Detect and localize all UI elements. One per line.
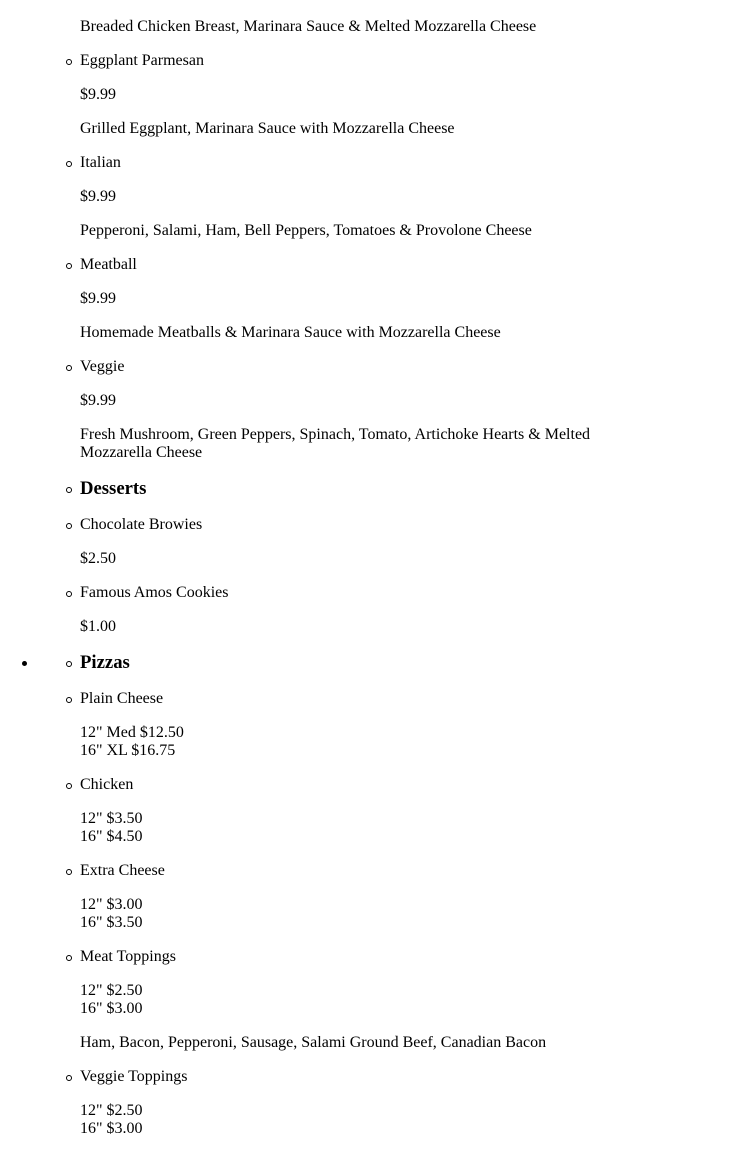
list-bullet-icon [66,263,72,269]
list-bullet-icon [66,365,72,371]
item-prices [80,1102,640,1138]
menu-item-meat-toppings [80,948,754,1052]
item-name: Veggie Toppings [80,1068,188,1085]
item-description: Pepperoni, Salami, Ham, Bell Peppers, Tomatoes & Provolone Cheese [80,222,532,239]
menu-item-eggplant-parmesan [80,52,754,138]
item-price: $1.00 [80,618,116,635]
pizzas-top-level-item [0,652,754,1138]
list-bullet-icon [66,697,72,703]
price-line: 16" $3.50 [80,914,143,931]
price-line: 12" $2.50 [80,1102,143,1119]
item-name: Plain Cheese [80,690,164,707]
item-price: $2.50 [80,550,116,567]
section-title: Desserts [80,478,147,499]
menu-item-chocolate-brownies [80,516,754,568]
item-description: Grilled Eggplant, Marinara Sauce with Mozzarella Cheese [80,120,455,137]
item-description: Homemade Meatballs & Marinara Sauce with Mozzarella Cheese [80,324,501,341]
list-bullet-icon [66,783,72,789]
section-title: Pizzas [80,652,130,673]
item-price [80,0,640,2]
item-name: Meatball [80,256,137,273]
section-heading [80,652,754,674]
list-bullet-icon [66,869,72,875]
menu-item-italian [80,154,754,240]
price-line: 12" $3.00 [80,896,143,913]
list-bullet-icon [66,487,72,493]
item-name: Chicken [80,776,134,793]
item-price: $9.99 [80,86,116,103]
price-line: 16" XL $16.75 [80,742,176,759]
item-name: Meat Toppings [80,948,176,965]
item-price: $9.99 [80,290,116,307]
item-name: Chocolate Browies [80,516,203,533]
list-bullet-icon [66,523,72,529]
list-bullet-icon [66,59,72,65]
section-heading [80,478,754,500]
item-description: Ham, Bacon, Pepperoni, Sausage, Salami Ground Beef, Canadian Bacon [80,1034,547,1051]
menu-item-veggie [80,358,754,462]
item-prices [80,724,640,760]
item-prices [80,982,640,1018]
item-price: $9.99 [80,188,116,205]
list-bullet-icon [66,1075,72,1081]
item-name: Extra Cheese [80,862,165,879]
list-bullet-icon [66,661,72,667]
price-line: 16" $4.50 [80,828,143,845]
top-level-bullet-icon [22,661,27,666]
item-description: Breaded Chicken Breast, Marinara Sauce & Melted Mozzarella Cheese [80,18,537,35]
item-name: Eggplant Parmesan [80,52,204,69]
price-line: 12" $3.50 [80,810,143,827]
price-line: 16" $3.00 [80,1120,143,1137]
menu-item-meatball [80,256,754,342]
desserts-section [40,478,754,636]
list-bullet-icon [66,161,72,167]
price-line: 16" $3.00 [80,1000,143,1017]
list-bullet-icon [66,955,72,961]
item-name: Famous Amos Cookies [80,584,229,601]
item-price: $9.99 [80,392,116,409]
pizzas-section [40,652,754,1138]
sandwiches-list [40,0,754,462]
list-bullet-icon [66,591,72,597]
menu-item-extra-cheese [80,862,754,932]
menu-item-chicken-parmesan [80,0,754,36]
menu-item-chicken [80,776,754,846]
item-name: Veggie [80,358,125,375]
item-description: Fresh Mushroom, Green Peppers, Spinach, Tomato, Artichoke Hearts & Melted Mozzarella Cheese [80,426,591,461]
menu-item-plain-cheese [80,690,754,760]
menu-item-veggie-toppings [80,1068,754,1138]
item-prices [80,896,640,932]
price-line: 12" $2.50 [80,982,143,999]
item-name: Italian [80,154,121,171]
item-prices [80,810,640,846]
price-line: 12" Med $12.50 [80,724,184,741]
menu-item-famous-amos-cookies [80,584,754,636]
